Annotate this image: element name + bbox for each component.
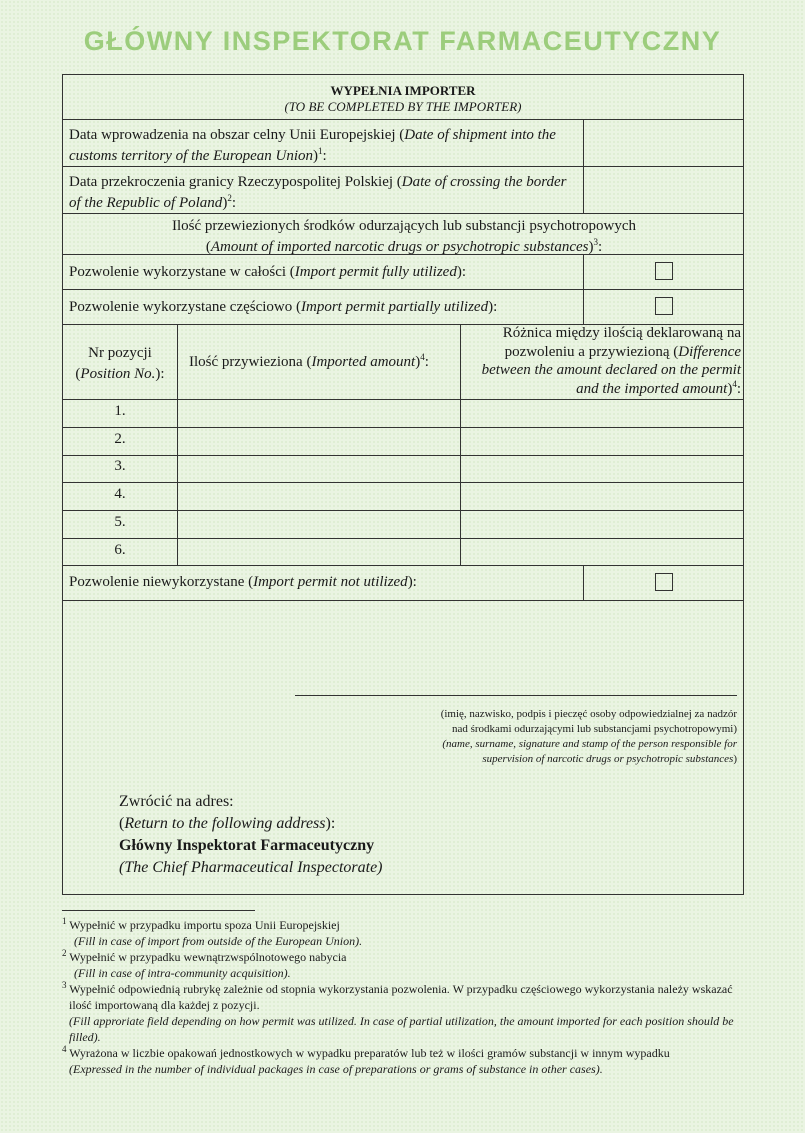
divider (63, 510, 743, 511)
amount-imported-heading: Ilość przewiezionych środków odurzających lub substancji psychotropowych (Amount of imported narcotic drugs or psychotropic substances)$^3$: (171, 218, 637, 255)
footnote-3: $^3$ Wypełnić odpowiednią rubrykę zależnie od stopnia wykorzystania pozwolenia. W przypadku częściowego wykorzystania należy wskazać ilość importowaną dla każdej z pozycji. (Fill approriate field depending on how permit was utilized. In case of partial utilization, the amount imported for each position should be filled). (62, 980, 734, 1044)
table-row-number: 4. (114, 486, 126, 502)
divider (63, 538, 743, 539)
address-label-pl: Zwrócić na adres: (119, 793, 234, 810)
difference-header: Różnica między ilością deklarowaną na pozwoleniu a przywiezioną (Difference between the amount declared on the permit and the imported amount)$^4$: (481, 325, 741, 397)
divider (460, 324, 461, 565)
table-row-number: 2. (114, 431, 126, 447)
table-row-number: 5. (114, 514, 126, 530)
permit-not-utilized-label: Pozwolenie niewykorzystane (Import permit not utilized): (69, 574, 417, 590)
signature-line[interactable] (295, 695, 737, 696)
heading-en: (TO BE COMPLETED BY THE IMPORTER) (284, 99, 522, 114)
border-date-label: Data przekroczenia granicy Rzeczypospolitej Polskiej (Date of crossing the border of the Republic of Poland)$^2$: (69, 174, 567, 211)
imported-amount-header: Ilość przywieziona (Imported amount)$^4$: (189, 352, 429, 370)
position-no-header: Nr pozycji (Position No.): (75, 345, 165, 382)
footnotes (62, 910, 752, 1077)
divider (63, 427, 743, 428)
table-row-number: 6. (114, 542, 126, 558)
shipment-date-label: Data wprowadzenia na obszar celny Unii Europejskiej (Date of shipment into the customs territory of the European Union)$^1$: (69, 127, 556, 164)
divider (63, 455, 743, 456)
signature-caption: (imię, nazwisko, podpis i pieczęć osoby odpowiedzialnej za nadzór nad środkami odurzającymi lub substancjami psychotropowymi) (name, surname, signature and stamp of the person responsible for supervision of narcotic drugs or psychotropic substances) (440, 708, 737, 765)
heading-pl: WYPEŁNIA IMPORTER (330, 83, 476, 98)
footnote-1: $^1$ Wypełnić w przypadku importu spoza Unii Europejskiej (Fill in case of import from outside of the European Union). (62, 916, 363, 948)
table-row-number: 1. (114, 403, 126, 419)
divider (63, 565, 743, 566)
divider (63, 289, 743, 290)
border-date-field[interactable] (584, 167, 744, 213)
import-form (62, 74, 744, 895)
footnote-2: $^2$ Wypełnić w przypadku wewnątrzwspólnotowego nabycia (Fill in case of intra-community acquisition). (62, 948, 347, 980)
return-address (119, 791, 383, 879)
permit-not-utilized-checkbox[interactable] (655, 573, 673, 591)
divider (63, 399, 743, 400)
shipment-date-field[interactable] (584, 120, 744, 166)
page-title: GŁÓWNY INSPEKTORAT FARMACEUTYCZNY (83, 26, 722, 56)
permit-fully-utilized-label: Pozwolenie wykorzystane w całości (Import permit fully utilized): (69, 264, 467, 280)
divider (63, 600, 743, 601)
footnote-separator (62, 910, 255, 911)
address-name: Główny Inspektorat Farmaceutyczny (119, 837, 375, 854)
permit-partially-utilized-label: Pozwolenie wykorzystane częściowo (Import permit partially utilized): (69, 299, 498, 315)
address-name-en: (The Chief Pharmaceutical Inspectorate) (119, 859, 383, 876)
form-heading (63, 83, 743, 115)
divider (583, 254, 584, 324)
table-row-number: 3. (114, 458, 126, 474)
permit-partially-utilized-checkbox[interactable] (655, 297, 673, 315)
permit-fully-utilized-checkbox[interactable] (655, 262, 673, 280)
divider (583, 565, 584, 600)
divider (63, 482, 743, 483)
address-label-en: (Return to the following address): (119, 815, 336, 832)
divider (177, 324, 178, 565)
footnote-4: $^4$ Wyrażona w liczbie opakowań jednostkowych w wypadku preparatów lub też w ilości gramów substancji w innym wypadku (Expressed in the number of individual packages in case of preparations or grams of substance in other cases). (62, 1044, 670, 1076)
